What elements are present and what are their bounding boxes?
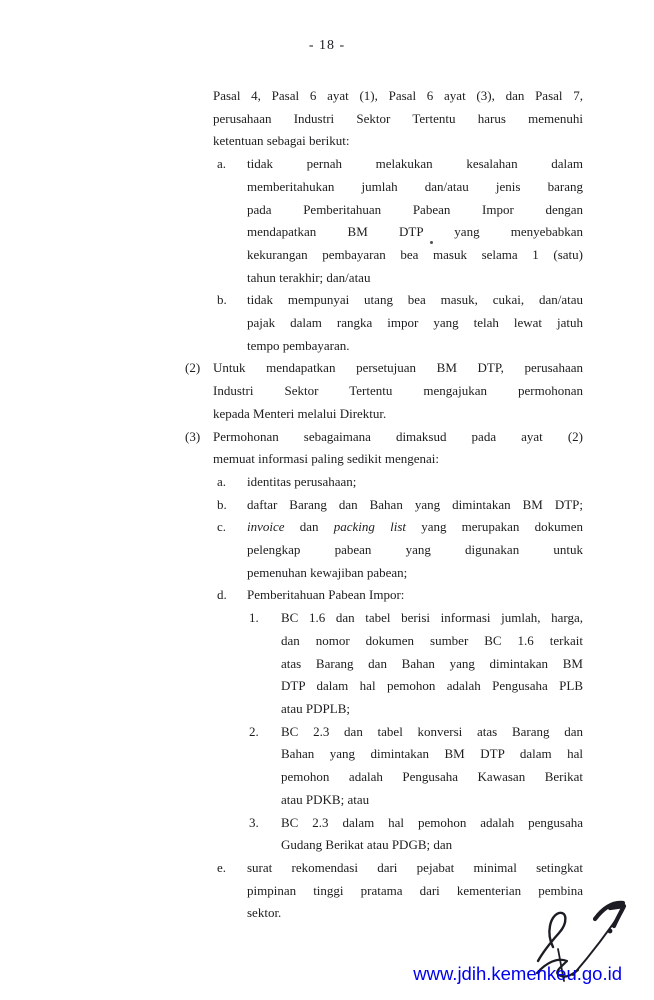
item-marker: b. <box>217 496 227 512</box>
item-text: BC 1.6 dan tabel berisi informasi jumlah, harga, dan nomor dokumen sumber BC 1.6 terkait atas Barang dan Bahan yang dimintakan BM DTP dalam hal pemohon adalah Pengusaha PLB atau PDPLB; <box>281 610 583 716</box>
item-text: surat rekomendasi dari pejabat minimal setingkat pimpinan tinggi pratama dari kementerian pembina sektor. <box>247 859 583 921</box>
number-item <box>249 607 583 721</box>
footer-url-link[interactable]: www.jdih.kemenkeu.go.id <box>413 963 622 984</box>
item-marker: e. <box>217 859 227 875</box>
item-marker: 2. <box>249 723 259 739</box>
letter-item <box>217 494 583 517</box>
item-text: BC 2.3 dalam hal pemohon adalah pengusaha Gudang Berikat atau PDGB; dan <box>281 814 583 853</box>
item-marker: d. <box>217 587 227 603</box>
item-marker: 1. <box>249 610 259 626</box>
item-text: identitas perusahaan; <box>247 473 357 489</box>
item-text: invoice dan packing list yang merupakan dokumen pelengkap pabean yang digunakan untuk pemenuhan kewajiban pabean; <box>247 519 583 580</box>
paragraph <box>185 85 583 153</box>
letter-item <box>217 153 583 289</box>
item-marker <box>185 85 213 153</box>
item-text: daftar Barang dan Bahan yang dimintakan BM DTP; <box>247 496 583 512</box>
number-item <box>249 721 583 812</box>
item-text: BC 2.3 dan tabel konversi atas Barang dan Bahan yang dimintakan BM DTP dalam hal pemohon adalah Pengusaha Kawasan Berikat atau PDKB; atau <box>281 723 583 807</box>
ayat-item <box>185 357 583 425</box>
item-text: Untuk mendapatkan persetujuan BM DTP, perusahaan Industri Sektor Tertentu mengajukan permohonan kepada Menteri melalui Direktur. <box>213 360 583 421</box>
ink-speck <box>430 241 433 244</box>
item-text: Pemberitahuan Pabean Impor: <box>247 587 405 603</box>
letter-item <box>217 584 583 607</box>
document-body <box>185 85 583 925</box>
item-text: Pasal 4, Pasal 6 ayat (1), Pasal 6 ayat (3), dan Pasal 7, perusahaan Industri Sektor Tertentu harus memenuhi ketentuan sebagai berikut: <box>213 88 583 149</box>
number-item <box>249 812 583 857</box>
item-text: tidak mempunyai utang bea masuk, cukai, dan/atau pajak dalam rangka impor yang telah lewat jatuh tempo pembayaran. <box>247 292 583 353</box>
item-text: Permohonan sebagaimana dimaksud pada ayat (2) memuat informasi paling sedikit mengenai: <box>213 428 583 467</box>
item-text: tidak pernah melakukan kesalahan dalam memberitahukan jumlah dan/atau jenis barang pada Pemberitahuan Pabean Impor dengan mendapatkan BM DTP yang menyebabkan kekurangan pembayaran bea masuk selama 1 (satu) tahun terakhir; dan/atau <box>247 156 583 285</box>
letter-item <box>217 516 583 584</box>
item-marker: (3) <box>185 428 201 444</box>
item-marker: (2) <box>185 360 201 376</box>
letter-item <box>217 289 583 357</box>
letter-item <box>217 471 583 494</box>
item-marker: a. <box>217 156 227 172</box>
ayat-item <box>185 426 583 471</box>
page-number: - 18 - <box>308 38 346 53</box>
item-marker: a. <box>217 473 227 489</box>
letter-item <box>217 857 583 925</box>
item-marker: b. <box>217 292 227 308</box>
item-marker: 3. <box>249 814 259 830</box>
item-marker: c. <box>217 519 227 535</box>
